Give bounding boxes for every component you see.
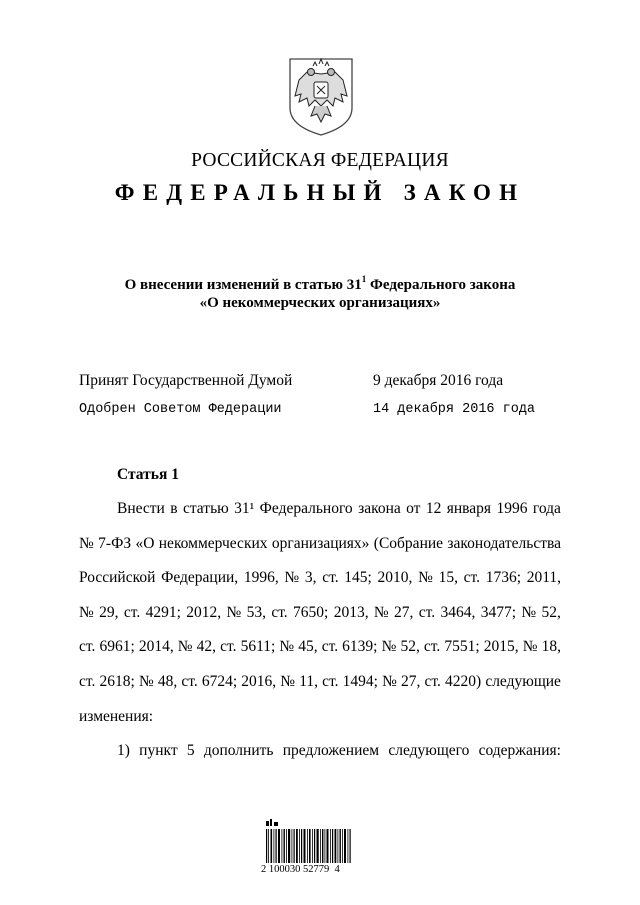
word: ст. [418, 603, 436, 621]
word: Федерального [259, 500, 353, 517]
article-last-line: изменения: [79, 707, 154, 725]
word: № [138, 672, 154, 690]
word: № [381, 638, 397, 656]
word: № [418, 569, 433, 587]
law-title-line-2: «О некоммерческих организациях» [199, 295, 441, 311]
word: января [446, 500, 492, 517]
word: № [280, 672, 296, 690]
word: статью [182, 500, 229, 517]
word: 45, [298, 638, 318, 656]
word: ст. [79, 672, 96, 690]
word: ст. [271, 603, 288, 621]
article-line [79, 500, 561, 518]
word: Внести [117, 500, 165, 517]
word: 6961; [99, 638, 135, 656]
article-line [79, 673, 561, 691]
word: 7-ФЗ [98, 534, 132, 552]
word: 3, [304, 569, 317, 587]
duma-adoption-label: Принят Государственной Думой [79, 372, 293, 389]
word: № [79, 534, 94, 552]
word: 2013, [333, 603, 369, 621]
word: 6139; [342, 638, 378, 656]
word: предложением [282, 742, 380, 760]
article-body [79, 500, 561, 760]
council-approval-date: 14 декабря 2016 года [373, 402, 536, 417]
word: ст. [423, 638, 441, 656]
word: 7551; [444, 638, 480, 656]
word: 2010, [377, 569, 413, 587]
duma-adoption-date: 9 декабря 2016 года [373, 372, 504, 389]
word: № [279, 638, 295, 656]
word: 18, [541, 638, 561, 656]
word: в [170, 500, 178, 517]
word: Российской [79, 569, 156, 587]
word: 52, [400, 638, 420, 656]
word: следующие [485, 672, 561, 690]
word: 2016, [241, 672, 277, 690]
word: № [522, 638, 538, 656]
word: «О [135, 534, 155, 552]
word: 11, [299, 672, 319, 690]
word: года [532, 500, 561, 517]
word: 12 [425, 500, 442, 517]
word: (Собрание [373, 534, 444, 552]
country-name: РОССИЙСКАЯ ФЕДЕРАЦИЯ [191, 150, 449, 171]
word: 4291; [145, 603, 181, 621]
word: 3464, [440, 603, 476, 621]
word: ст. [321, 638, 339, 656]
word: 2012, [186, 603, 222, 621]
word: 15, [438, 569, 458, 587]
word: 3477; [480, 603, 517, 621]
word: 1996, [243, 569, 279, 587]
article-line [79, 569, 561, 587]
word: 4220) [445, 672, 482, 690]
article-item-1-line [79, 742, 561, 760]
word: 2015, [483, 638, 519, 656]
word: следующего [388, 742, 470, 760]
word: ст. [123, 603, 141, 621]
word: 42, [196, 638, 217, 656]
word: № [382, 672, 397, 690]
word: 2014, [138, 638, 174, 656]
word: № [373, 603, 389, 621]
word: ст. [424, 672, 441, 690]
word: некоммерческих [158, 534, 268, 552]
article-line [79, 535, 561, 553]
word: ст. [322, 672, 339, 690]
article-line [79, 638, 561, 656]
word: ст. [322, 569, 339, 587]
article-heading: Статья 1 [117, 466, 179, 483]
word: 27, [401, 672, 421, 690]
word: ст. [220, 638, 237, 656]
word: 53, [246, 603, 266, 621]
word: 31¹ [234, 500, 255, 517]
word: Федерации, [161, 569, 239, 587]
word: № [284, 569, 300, 587]
word: № [226, 603, 242, 621]
word: 5 [186, 742, 195, 760]
word: 48, [157, 672, 178, 690]
word: ст. [463, 569, 480, 587]
word: от [406, 500, 421, 517]
barcode-icon [264, 815, 352, 863]
word: 2011, [526, 569, 561, 587]
word: № [79, 603, 94, 621]
word: № [521, 603, 537, 621]
word: ст. [181, 672, 198, 690]
word: организациях» [271, 534, 370, 552]
word: 7650; [293, 603, 329, 621]
state-emblem-icon [287, 56, 355, 138]
word: 2618; [99, 672, 135, 690]
word: 27, [394, 603, 414, 621]
word: 6724; [201, 672, 238, 690]
word: № [177, 638, 193, 656]
article-line [79, 604, 561, 622]
word: 1) [117, 742, 130, 760]
word: ст. [79, 638, 96, 656]
word: пункт [139, 742, 178, 760]
word: дополнить [203, 742, 274, 760]
word: 29, [99, 603, 119, 621]
barcode-number: 2 100030 52779 4 [261, 864, 340, 875]
word: содержания: [478, 742, 561, 760]
law-title-line-1: О внесении изменений в статью $31^1$ Федерального закона [124, 274, 516, 293]
word: 5611; [240, 638, 276, 656]
word: законодательства [447, 534, 561, 552]
word: 1494; [342, 672, 378, 690]
word: закона [358, 500, 401, 517]
word: 1996 [496, 500, 528, 517]
council-approval-label: Одобрен Советом Федерации [79, 402, 282, 417]
word: 52, [541, 603, 561, 621]
word: 145; [344, 569, 372, 587]
word: 1736; [485, 569, 521, 587]
document-type: ФЕДЕРАЛЬНЫЙ ЗАКОН [114, 180, 526, 205]
